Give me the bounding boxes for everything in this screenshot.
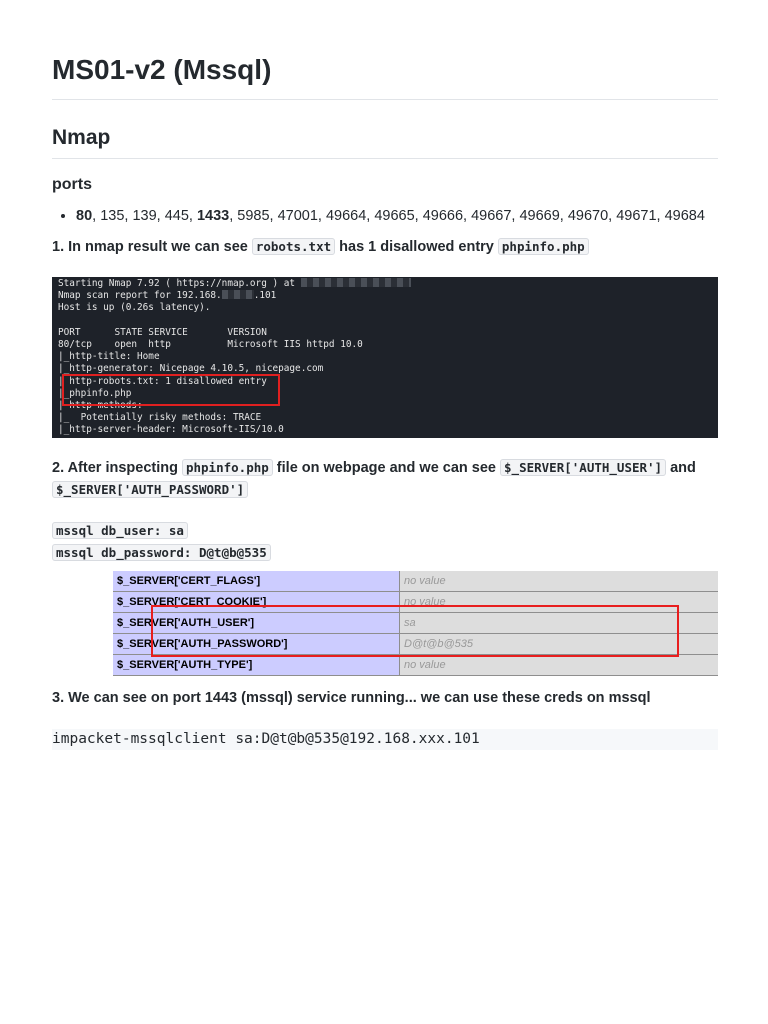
- code-auth-password: $_SERVER['AUTH_PASSWORD']: [52, 481, 248, 498]
- table-value: no value: [400, 655, 718, 675]
- db-user: mssql db_user: sa: [52, 522, 188, 539]
- table-value: sa: [400, 613, 718, 633]
- step-2-text: 2. After inspecting: [52, 460, 182, 476]
- port-80: 80: [76, 208, 93, 224]
- terminal-line: Host is up (0.26s latency).: [58, 302, 211, 314]
- ports-list: [52, 206, 736, 226]
- table-row: [113, 655, 718, 676]
- step-1-text: 1. In nmap result we can see: [52, 239, 252, 255]
- terminal-line: .101: [253, 290, 277, 302]
- code-phpinfo-php: phpinfo.php: [182, 459, 273, 476]
- db-password: mssql db_password: D@t@b@535: [52, 544, 271, 561]
- step-1-text-b: has 1 disallowed entry: [335, 239, 498, 255]
- code-auth-user: $_SERVER['AUTH_USER']: [500, 459, 666, 476]
- credentials: [52, 520, 718, 564]
- table-value: no value: [400, 571, 718, 591]
- command-code-block: [52, 729, 718, 750]
- section-heading-nmap: Nmap: [52, 124, 718, 159]
- step-2-text-b: file on webpage and we can see: [272, 460, 501, 476]
- terminal-line: |_http-generator: Nicepage 4.10.5, nicepage.com: [58, 363, 324, 375]
- auth-highlight-box: [151, 605, 679, 657]
- table-value: D@t@b@535: [400, 634, 718, 654]
- table-key: $_SERVER['CERT_COOKIE']: [113, 592, 400, 612]
- code-phpinfo-php: phpinfo.php: [498, 238, 589, 255]
- step-3: 3. We can see on port 1443 (mssql) service running... we can use these creds on mssql: [52, 690, 651, 706]
- port-1433: 1433: [196, 208, 230, 224]
- table-row: [113, 571, 718, 592]
- redacted-timestamp: [301, 278, 411, 287]
- terminal-line: |_http-title: Home: [58, 351, 160, 363]
- ports-text-rest: , 5985, 47001, 49664, 49665, 49666, 49667, 49669, 49670, 49671, 49684: [229, 208, 705, 224]
- subsection-heading-ports: ports: [52, 176, 92, 193]
- terminal-line: PORT STATE SERVICE VERSION: [58, 326, 267, 338]
- table-key: $_SERVER['AUTH_USER']: [113, 613, 400, 633]
- table-key: $_SERVER['CERT_FLAGS']: [113, 571, 400, 591]
- terminal-line: |_ Potentially risky methods: TRACE: [58, 412, 262, 424]
- terminal-line: |_phpinfo.php: [58, 387, 132, 399]
- table-key: $_SERVER['AUTH_TYPE']: [113, 655, 400, 675]
- page-title: MS01-v2 (Mssql): [52, 52, 718, 100]
- terminal-line: | http-methods:: [58, 400, 143, 412]
- ports-text: , 135, 139, 445,: [92, 208, 197, 224]
- terminal-line: 80/tcp open http Microsoft IIS httpd 10.0: [58, 339, 363, 351]
- step-1: [52, 236, 718, 258]
- step-2-text-c: and: [666, 460, 696, 476]
- nmap-terminal-screenshot: [52, 277, 718, 438]
- terminal-line: | http-robots.txt: 1 disallowed entry: [58, 375, 267, 387]
- ports-list-item: [76, 206, 736, 226]
- terminal-line: Nmap scan report for 192.168.: [58, 290, 222, 302]
- step-2: [52, 457, 718, 501]
- table-value: no value: [400, 592, 718, 612]
- robots-highlight-box: [62, 374, 280, 406]
- redacted-ip: [222, 290, 254, 299]
- command-text: impacket-mssqlclient sa:D@t@b@535@192.168.xxx.101: [52, 731, 480, 747]
- terminal-line: Starting Nmap 7.92 ( https://nmap.org ) at: [58, 278, 301, 289]
- code-robots-txt: robots.txt: [252, 238, 335, 255]
- table-key: $_SERVER['AUTH_PASSWORD']: [113, 634, 400, 654]
- terminal-line: |_http-server-header: Microsoft-IIS/10.0: [58, 424, 284, 436]
